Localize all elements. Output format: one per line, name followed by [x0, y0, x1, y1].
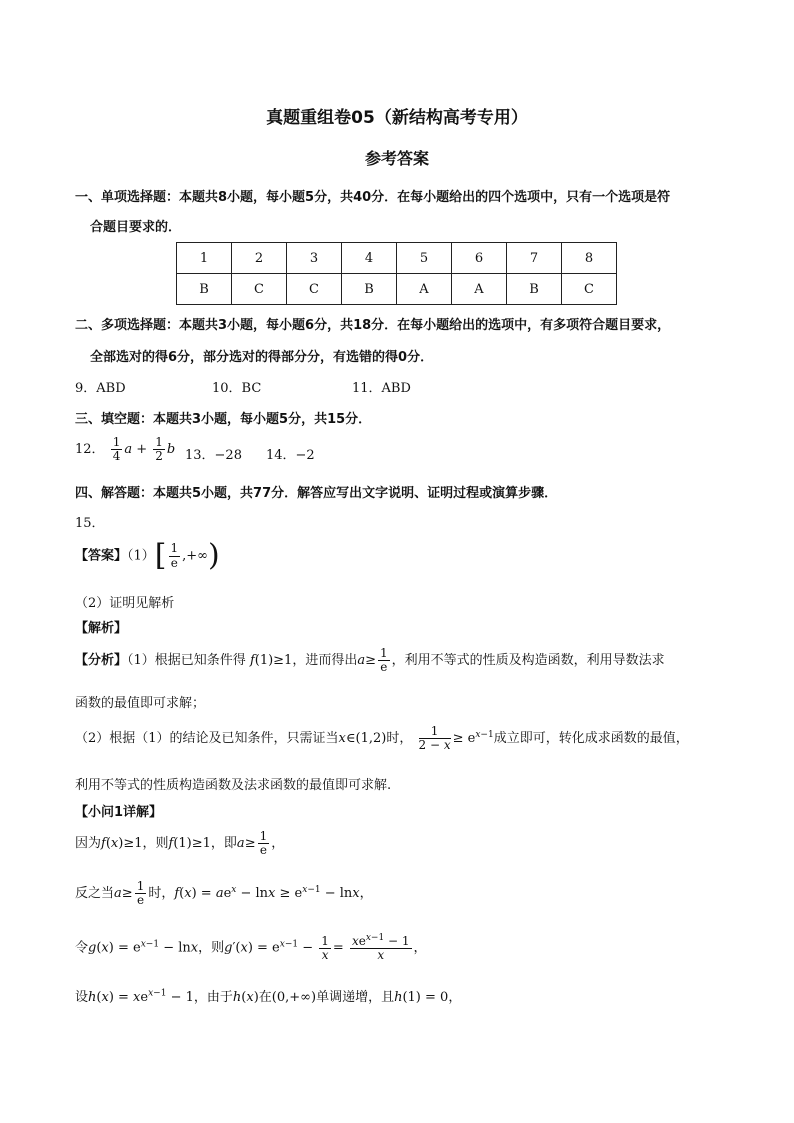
text: ，进而得出	[292, 653, 358, 669]
section1-heading-cont: 合题目要求的．	[90, 220, 182, 235]
section1-heading: 一、单项选择题：本题共8小题，每小题5分，共40分．在每小题给出的四个选项中，只有一个选项是符	[75, 190, 671, 205]
answer-line: 【答案】（1）[ $\frac{1}{e}$ ,+∞)	[75, 538, 220, 573]
answer-9: 9．ABD	[75, 381, 126, 396]
formula: $\frac{1}{2 - x}$	[418, 724, 451, 753]
section3-heading: 三、填空题：本题共3小题，每小题5分，共15分．	[75, 412, 372, 427]
fenxi-line-1: 【分析】（1）根据已知条件得 f(1)≥1，进而得出a≥ $\frac{1}{e}$ ，利用不等式的性质及构造函数，利用导数法求	[75, 646, 665, 675]
answer-10: 10．BC	[212, 381, 262, 396]
formula: $\frac{1}{e}$	[136, 879, 145, 908]
text: ，	[413, 940, 427, 956]
table-cell: 1	[177, 243, 232, 274]
table-cell: B	[342, 274, 397, 305]
formula: $\frac{1}{x}$	[321, 933, 329, 962]
text: ，	[448, 990, 462, 1005]
table-cell: B	[507, 274, 562, 305]
formula: $\frac{1}{2}$	[155, 435, 163, 464]
table-cell: 7	[507, 243, 562, 274]
section2-heading: 二、多项选择题：本题共3小题，每小题6分，共18分．在每小题给出的选项中，有多项符合题目要求，	[75, 318, 671, 333]
fenxi-line-2: （2）根据（1）的结论及已知条件，只需证当x∈(1,2)时， $\frac{1}{2 - x}$ ≥ $e^{x-1}$成立即可，转化成求函数的最值，	[75, 724, 689, 753]
table-cell: 4	[342, 243, 397, 274]
text: 时，	[148, 886, 175, 902]
formula: $\frac{1}{e}$	[259, 829, 268, 858]
text: ，	[359, 886, 373, 902]
table-cell: B	[177, 274, 232, 305]
analysis-label: 【解析】	[75, 621, 128, 636]
text: 在	[258, 990, 272, 1005]
proof-line-2: 反之当a≥ $\frac{1}{e}$ 时，$f(x) = ae^x - \ln x \ge e^{x-1} - \ln x$，	[75, 879, 373, 908]
page-subtitle: 参考答案	[364, 149, 429, 168]
answer-11: 11．ABD	[352, 381, 411, 396]
text: 令	[75, 940, 89, 956]
answer-label: 【答案】	[75, 548, 128, 564]
answer-12-number: 12．	[75, 442, 105, 458]
section4-heading: 四、解答题：本题共5小题，共77分．解答应写出文字说明、证明过程或演算步骤．	[75, 486, 558, 501]
text: 设	[75, 990, 89, 1005]
table-cell: 6	[452, 243, 507, 274]
answer-14: 14．−2	[266, 448, 315, 463]
formula: $\frac{1}{e}$	[380, 646, 388, 675]
fenxi-line-2-cont: 利用不等式的性质构造函数及法求函数的最值即可求解.	[75, 778, 392, 793]
table-cell: 5	[397, 243, 452, 274]
table-cell: C	[232, 274, 287, 305]
text: 因为	[75, 836, 102, 852]
proof-line-4: 设$h(x) = xe^{x-1} - 1$，由于h(x)在(0,+∞)单调递增，且h(1) = 0，	[75, 988, 462, 1005]
text: 单调递增，且	[316, 990, 395, 1005]
text: 成立即可，转化成求函数的最值，	[493, 731, 689, 747]
text: ，则	[142, 836, 169, 852]
text: ，利用不等式的性质及构造函数，利用导数法求	[391, 653, 665, 669]
text: ，	[271, 836, 285, 852]
table-cell: 3	[287, 243, 342, 274]
answer-13: 13．−28	[185, 448, 242, 463]
formula: $\frac{xe^{x-1} - 1}{x}$	[351, 933, 410, 963]
answer-part2: （2）证明见解析	[75, 596, 175, 611]
fenxi-line-1-cont: 函数的最值即可求解；	[75, 696, 206, 711]
text: 反之当	[75, 886, 115, 902]
page-title: 真题重组卷05（新结构高考专用）	[266, 108, 528, 128]
table-row-numbers	[177, 243, 617, 274]
text: 时，	[386, 731, 413, 747]
text: （1）根据已知条件得	[127, 653, 246, 669]
sub1-label: 【小问1详解】	[75, 805, 163, 820]
formula: $\frac{1}{4}$	[112, 435, 121, 464]
table-row-answers	[177, 274, 617, 305]
answer-table	[176, 242, 617, 305]
question-15-number: 15．	[75, 516, 105, 531]
table-cell: A	[397, 274, 452, 305]
text: ，由于	[193, 990, 233, 1005]
text: ，即	[210, 836, 237, 852]
text: （2）根据（1）的结论及已知条件，只需证当	[75, 731, 339, 747]
fenxi-label: 【分析】	[75, 653, 128, 669]
section2-heading-cont: 全部选对的得6分，部分选对的得部分分，有选错的得0分．	[90, 350, 434, 365]
answer-12: 12． $\frac{1}{4}$ a + $\frac{1}{2}$ b	[75, 435, 176, 464]
text: ，则	[198, 940, 225, 956]
table-cell: A	[452, 274, 507, 305]
table-cell: C	[562, 274, 617, 305]
formula: $\frac{1}{e}$	[170, 541, 179, 570]
table-cell: 8	[562, 243, 617, 274]
answer-part1-label: （1）	[127, 548, 155, 564]
table-cell: 2	[232, 243, 287, 274]
table-cell: C	[287, 274, 342, 305]
proof-line-1: 因为f(x)≥1，则f(1)≥1，即a≥ $\frac{1}{e}$ ，	[75, 829, 285, 858]
proof-line-3: 令$g(x) = e^{x-1} - \ln x$，则$g'(x) = e^{x-1}$ − $\frac{1}{x}$ = $\frac{xe^{x-1} - 1}{x}$ ，	[75, 933, 427, 963]
